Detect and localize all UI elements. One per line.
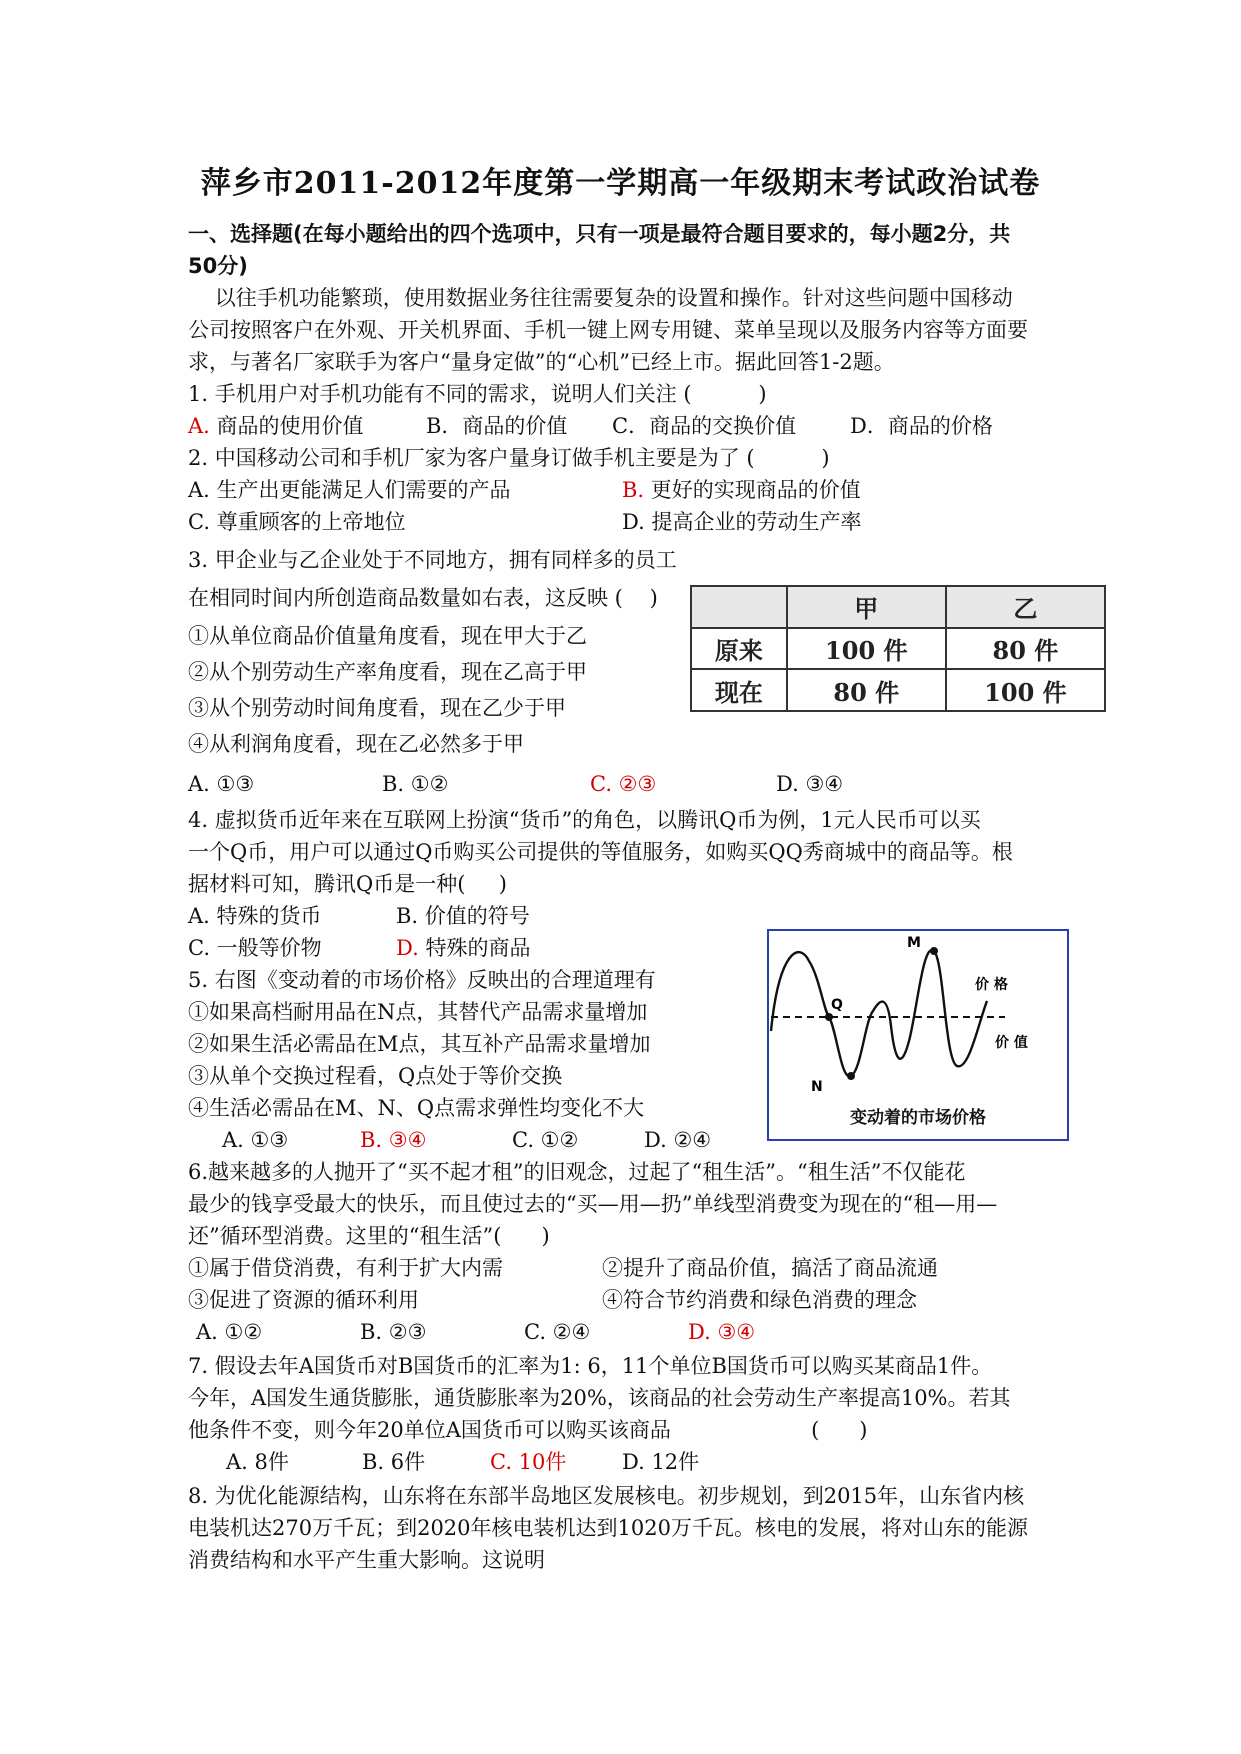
q3-option-c: C. ②③ (590, 772, 657, 796)
q3-output-table (690, 585, 1106, 712)
question-6-stem-cont: 还”循环型消费。这里的“租生活”( ) (188, 1224, 550, 1248)
question-7-stem: 7. 假设去年A国货币对B国货币的汇率为1: 6，11个单位B国货币可以购买某商品1件。 (188, 1354, 993, 1378)
q3-option-d: D. ③④ (776, 772, 844, 796)
price-curve (771, 950, 987, 1076)
q4-option-a: A. 特殊的货币 (188, 904, 322, 928)
q5-option-b: B. ③④ (360, 1128, 427, 1152)
q6-option-c: C. ②④ (524, 1320, 591, 1344)
market-price-figure (767, 929, 1069, 1141)
q2-option-b (622, 474, 861, 506)
question-6-stem: 6.越来越多的人抛开了“买不起才租”的旧观念，过起了“租生活”。“租生活”不仅能花 (188, 1160, 966, 1184)
q4-option-b: B. 价值的符号 (396, 904, 530, 928)
table-cell: 乙 (946, 586, 1105, 628)
q7-option-c: C. 10件 (490, 1450, 567, 1474)
section-heading: 一、选择题(在每小题给出的四个选项中，只有一项是最符合题目要求的，每小题2分，共 (188, 222, 1011, 246)
q5-statement: ③从单个交换过程看，Q点处于等价交换 (188, 1064, 563, 1088)
table-cell: 80 件 (787, 669, 946, 711)
question-6-stem-cont: 最少的钱享受最大的快乐，而且使过去的“买—用—扔”单线型消费变为现在的“租—用— (188, 1192, 998, 1216)
q6-statement: ③促进了资源的循环利用 (188, 1288, 419, 1312)
q3-option-b: B. ①② (382, 772, 449, 796)
table-row (691, 628, 1105, 670)
answer-mark: B. (622, 478, 645, 502)
label-q: Q (831, 997, 843, 1013)
q3-option-a: A. ①③ (188, 772, 255, 796)
table-cell: 原来 (691, 628, 787, 670)
q1-option-a (188, 410, 364, 442)
q6-option-a: A. ①② (196, 1320, 263, 1344)
price-curve-chart (769, 931, 1067, 1101)
q5-option-d: D. ②④ (644, 1128, 712, 1152)
q6-option-d: D. ③④ (688, 1320, 756, 1344)
q6-statement: ④符合节约消费和绿色消费的理念 (602, 1288, 917, 1312)
q6-option-b: B. ②③ (360, 1320, 427, 1344)
q7-option-b: B. 6件 (362, 1450, 426, 1474)
q5-statement: ②如果生活必需品在M点，其互补产品需求量增加 (188, 1032, 651, 1056)
answer-mark: D. (396, 936, 419, 960)
q2-option-a: A. 生产出更能满足人们需要的产品 (188, 478, 511, 502)
exam-title: 萍乡市2011-2012年度第一学期高一年级期末考试政治试卷 (200, 166, 1041, 201)
label-m: M (907, 935, 921, 951)
intro-line: 以往手机功能繁琐，使用数据业务往往需要复杂的设置和操作。针对这些问题中国移动 (188, 286, 1013, 310)
figure-caption: 变动着的市场价格 (850, 1108, 986, 1128)
question-8-stem-cont: 电装机达270万千瓦；到2020年核电装机达到1020万千瓦。核电的发展，将对山东的能源 (188, 1516, 1028, 1540)
table-row (691, 669, 1105, 711)
question-7-stem-cont: 今年，A国发生通货膨胀，通货膨胀率为20%，该商品的社会劳动生产率提高10%。若其 (188, 1386, 1011, 1410)
q4-option-c: C. 一般等价物 (188, 936, 322, 960)
question-2-stem: 2. 中国移动公司和手机厂家为客户量身订做手机主要是为了 ( ) (188, 446, 830, 470)
point-q (825, 1013, 833, 1021)
answer-mark: A. (188, 414, 210, 438)
question-4-stem: 4. 虚拟货币近年来在互联网上扮演“货币”的角色，以腾讯Q币为例，1元人民币可以买 (188, 808, 981, 832)
label-n: N (811, 1079, 823, 1095)
option-text: 特殊的商品 (418, 936, 531, 960)
q5-statement: ①如果高档耐用品在N点，其替代产品需求量增加 (188, 1000, 648, 1024)
table-cell: 100 件 (946, 669, 1105, 711)
table-row (691, 586, 1105, 628)
q6-statement: ①属于借贷消费，有利于扩大内需 (188, 1256, 503, 1280)
q1-option-d: D．商品的价格 (850, 414, 993, 438)
q6-statement: ②提升了商品价值，搞活了商品流通 (602, 1256, 938, 1280)
q3-statement: ②从个别劳动生产率角度看，现在乙高于甲 (188, 660, 587, 684)
q5-statement: ④生活必需品在M、N、Q点需求弹性均变化不大 (188, 1096, 645, 1120)
q3-statement: ④从利润角度看，现在乙必然多于甲 (188, 732, 524, 756)
table-cell (691, 586, 787, 628)
q7-option-d: D. 12件 (622, 1450, 700, 1474)
point-n (847, 1072, 855, 1080)
question-3-stem-cont: 在相同时间内所创造商品数量如右表，这反映 ( ) (188, 586, 658, 610)
question-8-stem: 8. 为优化能源结构，山东将在东部半岛地区发展核电。初步规划，到2015年，山东省内核 (188, 1484, 1025, 1508)
intro-line: 公司按照客户在外观、开关机界面、手机一键上网专用键、菜单呈现以及服务内容等方面要 (188, 318, 1028, 342)
option-text: 更好的实现商品的价值 (644, 478, 861, 502)
table-cell: 甲 (787, 586, 946, 628)
question-7-stem-cont: 他条件不变，则今年20单位A国货币可以购买该商品 ( ) (188, 1418, 868, 1442)
question-1-stem: 1. 手机用户对手机功能有不同的需求，说明人们关注 ( ) (188, 382, 767, 406)
q5-option-c: C. ①② (512, 1128, 579, 1152)
table-cell: 现在 (691, 669, 787, 711)
question-3-stem: 3. 甲企业与乙企业处于不同地方，拥有同样多的员工 (188, 548, 677, 572)
option-text: 商品的使用价值 (209, 414, 364, 438)
table-cell: 100 件 (787, 628, 946, 670)
question-4-stem-cont: 一个Q币，用户可以通过Q币购买公司提供的等值服务，如购买QQ秀商城中的商品等。根 (188, 840, 1013, 864)
q4-option-d (396, 932, 530, 964)
q1-option-b: B．商品的价值 (426, 414, 568, 438)
question-4-stem-cont: 据材料可知，腾讯Q币是一种( ) (188, 872, 507, 896)
q7-option-a: A. 8件 (226, 1450, 289, 1474)
question-5-stem: 5. 右图《变动着的市场价格》反映出的合理道理有 (188, 968, 656, 992)
q5-option-a: A. ①③ (222, 1128, 289, 1152)
label-value: 价 值 (995, 1035, 1028, 1051)
table-cell: 80 件 (946, 628, 1105, 670)
q3-statement: ③从个别劳动时间角度看，现在乙少于甲 (188, 696, 566, 720)
intro-line: 求，与著名厂家联手为客户“量身定做”的“心机”已经上市。据此回答1-2题。 (188, 350, 895, 374)
q2-option-d: D. 提高企业的劳动生产率 (622, 510, 862, 534)
label-price: 价 格 (975, 977, 1008, 993)
q2-option-c: C. 尊重顾客的上帝地位 (188, 510, 406, 534)
q1-option-c: C．商品的交换价值 (612, 414, 797, 438)
q3-statement: ①从单位商品价值量角度看，现在甲大于乙 (188, 624, 587, 648)
question-8-stem-cont: 消费结构和水平产生重大影响。这说明 (188, 1548, 545, 1572)
section-heading-cont: 50分) (188, 254, 248, 278)
point-m (930, 947, 938, 955)
